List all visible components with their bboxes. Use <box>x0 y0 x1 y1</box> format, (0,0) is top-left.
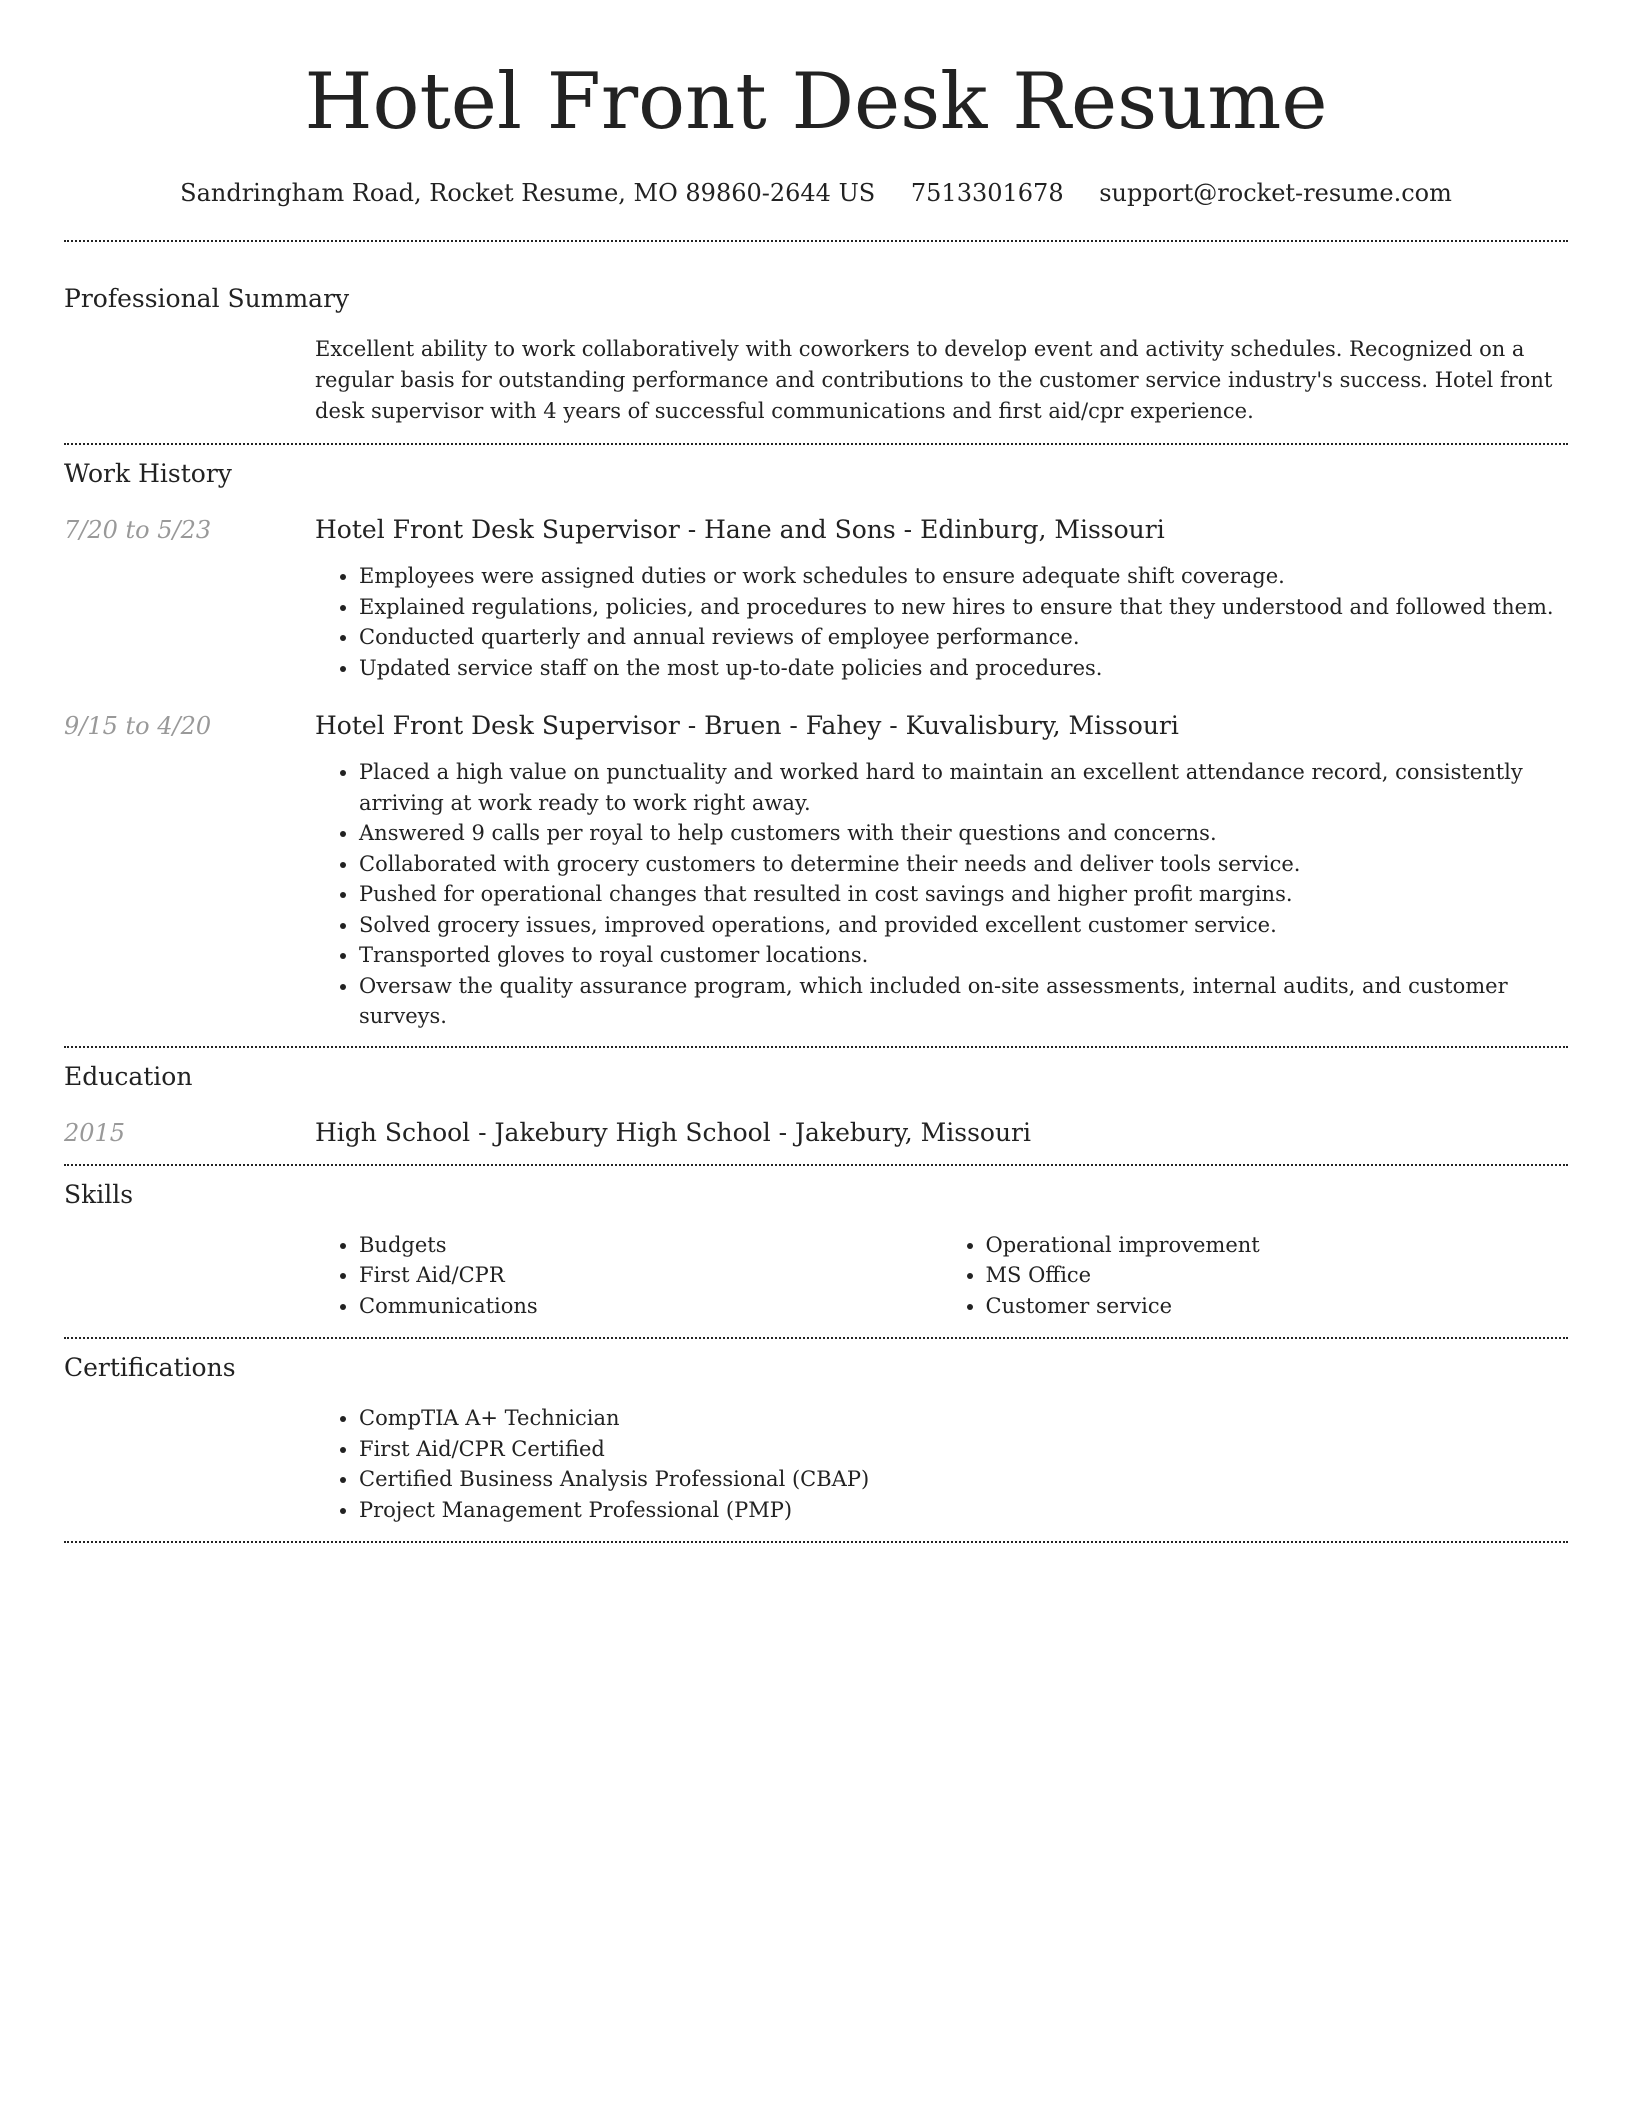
education-heading: High School - Jakebury High School - Jakebury, Missouri <box>315 1117 1032 1147</box>
section-work-history <box>64 445 1568 1046</box>
skills-list-left <box>315 1230 942 1322</box>
list-item: • Employees were assigned duties or work schedules to ensure adequate shift coverage. <box>359 561 1568 592</box>
list-item: • Placed a high value on punctuality and worked hard to maintain an excellent attendance record, consistently arriving at work ready to work right away. <box>359 757 1568 818</box>
section-education <box>64 1048 1568 1164</box>
list-item: • Transported gloves to royal customer locations. <box>359 940 1568 971</box>
list-item: • Communications <box>359 1291 942 1322</box>
skills-grid <box>315 1212 1568 1338</box>
education-entry <box>64 1094 1568 1164</box>
job-bullets <box>315 743 1568 1032</box>
list-item: • Pushed for operational changes that resulted in cost savings and higher profit margins. <box>359 879 1568 910</box>
certifications-row <box>64 1385 1568 1541</box>
list-item: • First Aid/CPR <box>359 1260 942 1291</box>
job-entry <box>64 491 1568 683</box>
list-item: • First Aid/CPR Certified <box>359 1434 1568 1465</box>
job-dates: 7/20 to 5/23 <box>64 516 212 544</box>
job-heading: Hotel Front Desk Supervisor - Hane and Sons - Edinburg, Missouri <box>315 515 1165 544</box>
certifications-body <box>315 1385 1568 1541</box>
job-details <box>315 513 1568 683</box>
skills-row <box>64 1212 1568 1338</box>
summary-text: Excellent ability to work collaboratively with coworkers to develop event and activity schedules. Recognized on a regular basis for outstanding performance and contributions to the customer service industry's success. Hotel front desk supervisor with 4 years of successful communications and first aid/cpr experience. <box>315 337 1553 423</box>
job-dates: 9/15 to 4/20 <box>64 712 212 740</box>
certifications-list <box>315 1403 1568 1525</box>
contact-email: support@rocket-resume.com <box>1099 179 1452 207</box>
resume-header <box>64 0 1568 210</box>
education-year: 2015 <box>64 1118 126 1147</box>
section-professional-summary <box>64 242 1568 443</box>
section-title: Professional Summary <box>64 284 350 313</box>
summary-row <box>64 316 1568 443</box>
education-details <box>315 1116 1568 1150</box>
list-item: • Solved grocery issues, improved operations, and provided excellent customer service. <box>359 910 1568 941</box>
divider <box>64 1541 1568 1543</box>
list-item: • Collaborated with grocery customers to determine their needs and deliver tools service. <box>359 849 1568 880</box>
contact-address: Sandringham Road, Rocket Resume, MO 89860-2644 US <box>180 179 876 207</box>
job-entry <box>64 683 1568 1032</box>
section-title: Education <box>64 1061 193 1091</box>
summary-left-spacer <box>64 316 315 443</box>
section-title: Skills <box>64 1179 134 1209</box>
contact-line <box>64 176 1568 210</box>
contact-phone: 7513301678 <box>910 179 1064 207</box>
list-item: • Answered 9 calls per royal to help customers with their questions and concerns. <box>359 818 1568 849</box>
list-item: • Updated service staff on the most up-to-date policies and procedures. <box>359 653 1568 684</box>
list-item: • Conducted quarterly and annual reviews of employee performance. <box>359 622 1568 653</box>
resume-title: Hotel Front Desk Resume <box>304 57 1328 147</box>
list-item: • CompTIA A+ Technician <box>359 1403 1568 1434</box>
list-item: • Operational improvement <box>986 1230 1569 1261</box>
skills-list-right <box>942 1230 1569 1322</box>
list-item: • Explained regulations, policies, and procedures to new hires to ensure that they understood and followed them. <box>359 592 1568 623</box>
section-title: Work History <box>64 459 232 488</box>
list-item: • MS Office <box>986 1260 1569 1291</box>
summary-body <box>315 316 1568 443</box>
certifications-left-spacer <box>64 1385 315 1541</box>
section-certifications <box>64 1339 1568 1541</box>
list-item: • Certified Business Analysis Professional (CBAP) <box>359 1464 1568 1495</box>
list-item: • Budgets <box>359 1230 942 1261</box>
job-bullets <box>315 547 1568 683</box>
list-item: • Oversaw the quality assurance program, which included on-site assessments, internal audits, and customer surveys. <box>359 971 1568 1032</box>
job-heading: Hotel Front Desk Supervisor - Bruen - Fahey - Kuvalisbury, Missouri <box>315 711 1179 740</box>
skills-left-spacer <box>64 1212 315 1338</box>
section-title: Certifications <box>64 1353 236 1382</box>
list-item: • Project Management Professional (PMP) <box>359 1495 1568 1526</box>
job-details <box>315 709 1568 1032</box>
list-item: • Customer service <box>986 1291 1569 1322</box>
section-skills <box>64 1166 1568 1338</box>
